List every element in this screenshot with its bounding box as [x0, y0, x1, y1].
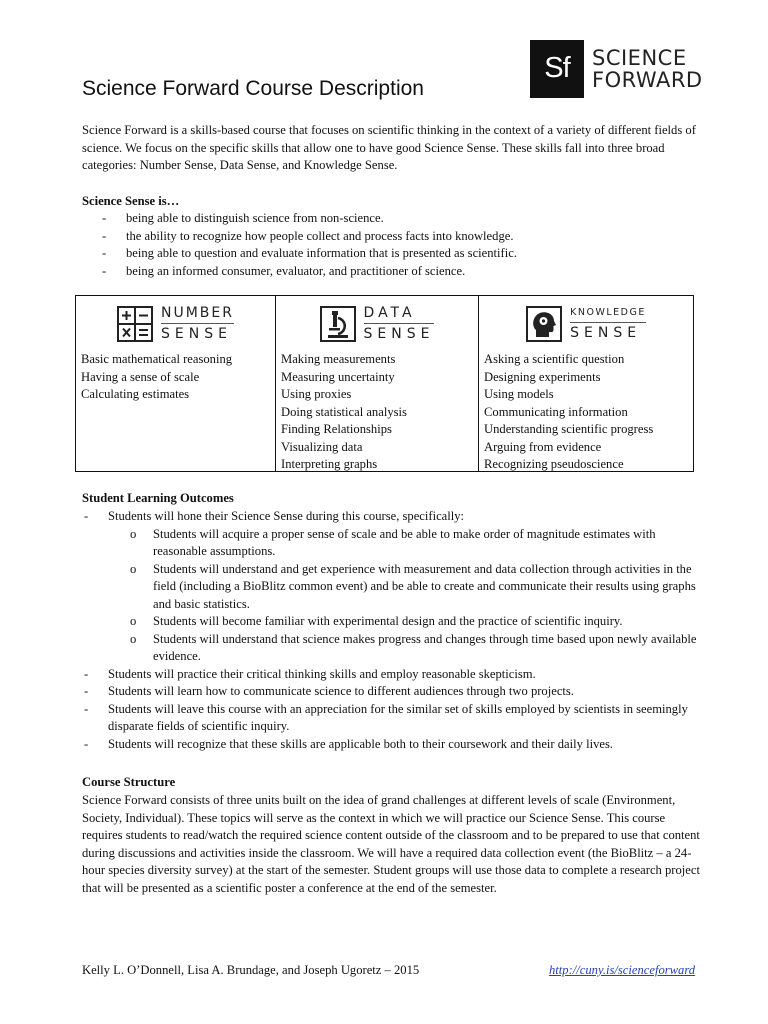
list-item: - being able to question and evaluate information that is presented as scientific. — [102, 246, 517, 260]
knowledge-sense-header — [479, 296, 693, 351]
list-item: Designing experiments — [484, 369, 601, 384]
list-item: Arguing from evidence — [484, 439, 602, 454]
logo-line-2: FORWARD — [592, 68, 703, 92]
list-item: Visualizing data — [281, 439, 363, 454]
number-sense-label: NUMBER SENSE — [161, 304, 234, 342]
list-item: - being able to distinguish science from non-science. — [102, 211, 384, 225]
data-sense-header — [276, 296, 478, 351]
sub-list-item: o Students will acquire a proper sense of scale and be able to make order of magnitude estimates with reasonable assumptions. — [130, 526, 656, 558]
head-gear-icon — [526, 306, 562, 342]
calculator-icon — [117, 306, 153, 342]
footer-link[interactable]: http://cuny.is/scienceforward — [549, 963, 696, 977]
list-item: Interpreting graphs — [281, 457, 378, 471]
sub-list-item: o Students will understand that science makes progress and changes through time based upon newly available evidence. — [130, 631, 697, 663]
list-item: Doing statistical analysis — [281, 404, 407, 419]
footer-authors: Kelly L. O’Donnell, Lisa A. Brundage, and Joseph Ugoretz – 2015 — [82, 963, 420, 977]
number-sense-column — [76, 296, 276, 471]
number-sense-items — [76, 351, 275, 404]
list-item: Using proxies — [281, 387, 352, 401]
data-sense-column — [276, 296, 479, 471]
list-item: Recognizing pseudoscience — [484, 457, 624, 471]
list-item: Asking a scientific question — [484, 352, 625, 366]
logo-line-1: SCIENCE — [592, 46, 687, 70]
list-item: Understanding scientific progress — [484, 422, 654, 436]
sub-list-item: o Students will become familiar with experimental design and the practice of scientific inquiry. — [130, 614, 623, 628]
list-item: - the ability to recognize how people collect and process facts into knowledge. — [102, 228, 514, 243]
knowledge-sense-column — [479, 296, 693, 471]
list-item: - Students will leave this course with an appreciation for the similar set of skills employed by scientists in seemingly disparate fields of scientific inquiry. — [84, 701, 688, 733]
logo-mark: Sf — [530, 40, 584, 98]
list-item: Finding Relationships — [281, 422, 392, 436]
science-sense-heading: Science Sense is… — [82, 194, 180, 208]
course-structure-body: Science Forward consists of three units built on the idea of grand challenges at different levels of scale (Environment, Society, Individual). These topics will serve as the context in which we will practice our Science Sense. This course requires students to read/watch the required science content outside of the classroom and to be prepared to use that content during discussions and activities inside the classroom. We will have a required data collection event (the BioBlitz – a 24-hour species diversity survey) at the start of the semester. Student groups will use those data to complete a research project that will be presented as a scientific poster a conference at the end of the semester. — [82, 793, 700, 895]
list-item: - Students will hone their Science Sense during this course, specifically: — [84, 509, 465, 523]
number-sense-header — [76, 296, 275, 351]
list-item: - Students will practice their critical thinking skills and employ reasonable skepticism. — [84, 666, 536, 681]
knowledge-sense-items — [479, 351, 693, 474]
list-item: Making measurements — [281, 352, 396, 366]
knowledge-sense-label: KNOWLEDGE SENSE — [570, 306, 646, 341]
outcomes-heading: Student Learning Outcomes — [82, 491, 234, 505]
list-item: - being an informed consumer, evaluator, and practitioner of science. — [102, 263, 466, 278]
list-item: Having a sense of scale — [81, 369, 200, 384]
list-item: - Students will learn how to communicate science to different audiences through two projects. — [84, 684, 574, 698]
sense-categories-table — [75, 295, 694, 472]
outcomes-list — [82, 508, 702, 753]
science-sense-list — [82, 210, 517, 280]
list-item: Communicating information — [484, 404, 628, 419]
list-item: Measuring uncertainty — [281, 369, 395, 384]
data-sense-items — [276, 351, 478, 474]
microscope-icon — [320, 306, 356, 342]
list-item: Calculating estimates — [81, 387, 190, 401]
sub-list-item: o Students will understand and get experience with measurement and data collection through activities in the field (including a BioBlitz common event) and be able to create and communicate their results using graphs and basic statistics. — [130, 561, 696, 611]
list-item: Using models — [484, 387, 554, 401]
logo-wordmark — [592, 47, 703, 91]
list-item: Basic mathematical reasoning — [81, 352, 233, 366]
intro-paragraph: Science Forward is a skills-based course that focuses on scientific thinking in the context of a variety of different fields of science. We focus on the specific skills that allow one to have good Science Sense. These skills fall into three broad categories: Number Sense, Data Sense, and Knowledge Sense. — [82, 123, 696, 172]
course-structure-heading: Course Structure — [82, 775, 176, 789]
science-forward-logo — [530, 40, 703, 98]
list-item: - Students will recognize that these skills are applicable both to their coursework and their daily lives. — [84, 736, 614, 751]
page-title: Science Forward Course Description — [82, 77, 424, 100]
data-sense-label: DATA SENSE — [363, 304, 435, 342]
